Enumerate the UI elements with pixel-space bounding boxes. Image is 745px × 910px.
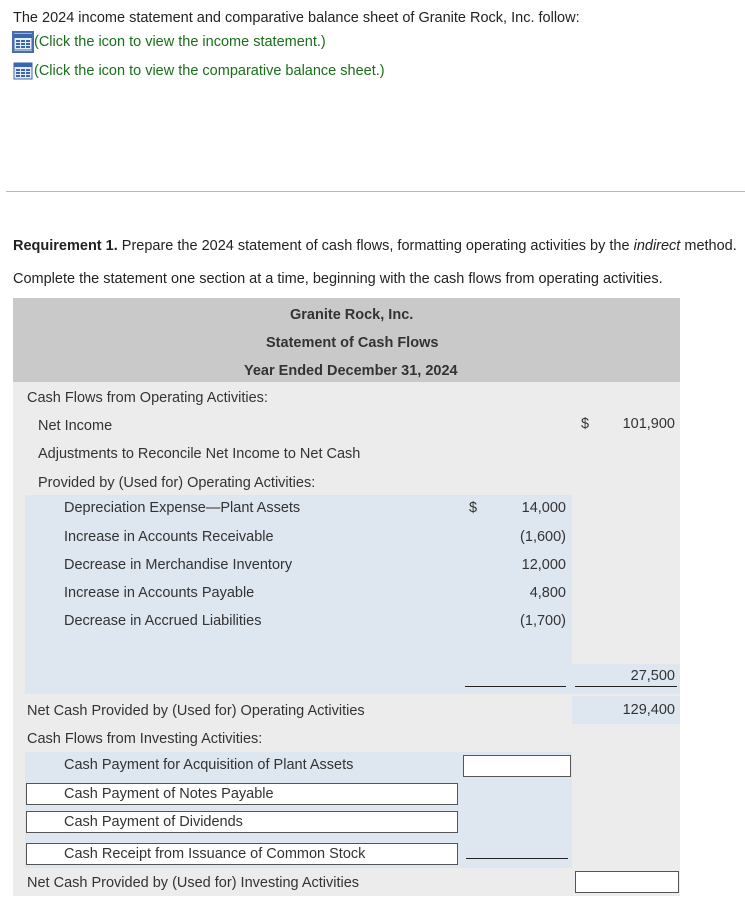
table-icon[interactable] [13, 61, 33, 81]
adjustment-value: 14,000 [521, 500, 566, 516]
statement-header [13, 298, 680, 382]
requirement-text-after: method. [680, 238, 737, 254]
adjustments-line2: Provided by (Used for) Operating Activities: [38, 475, 316, 491]
adjustment-label: Increase in Accounts Receivable [64, 529, 274, 545]
adjustment-label: Decrease in Merchandise Inventory [64, 557, 293, 573]
net-income-value: 101,900 [622, 416, 675, 432]
adjustment-label: Depreciation Expense—Plant Assets [64, 500, 301, 516]
statement-period: Year Ended December 31, 2024 [244, 363, 458, 379]
balance-sheet-link[interactable] [13, 61, 385, 81]
balance-sheet-link-text[interactable]: (Click the icon to view the comparative balance sheet.) [34, 63, 385, 79]
adjustment-value: 12,000 [521, 557, 566, 573]
requirement-text [13, 238, 737, 254]
adjustment-label: Decrease in Accrued Liabilities [64, 613, 262, 629]
adjustment-value: 4,800 [529, 585, 566, 601]
adjustment-value: (1,600) [520, 529, 566, 545]
plant-assets-amount-input[interactable] [463, 755, 571, 777]
operating-heading: Cash Flows from Operating Activities: [27, 390, 268, 406]
company-name: Granite Rock, Inc. [290, 307, 414, 323]
investing-item-label: Cash Payment of Dividends [64, 814, 243, 830]
net-income-label: Net Income [38, 418, 113, 434]
net-operating-value: 129,400 [622, 702, 675, 718]
investing-item-select[interactable] [26, 843, 458, 865]
investing-heading: Cash Flows from Investing Activities: [27, 731, 263, 747]
income-statement-link-text[interactable]: (Click the icon to view the income statement.) [34, 34, 326, 50]
intro-text: The 2024 income statement and comparative balance sheet of Granite Rock, Inc. follow: [13, 10, 580, 26]
investing-subtotal-rule [466, 858, 568, 859]
net-investing-input[interactable] [575, 871, 679, 893]
divider [6, 191, 745, 192]
statement-title: Statement of Cash Flows [266, 335, 439, 351]
investing-item-label: Cash Payment of Notes Payable [64, 786, 274, 802]
net-investing-label: Net Cash Provided by (Used for) Investing Activities [27, 875, 360, 891]
investing-item-select[interactable] [26, 811, 458, 833]
income-statement-link[interactable] [13, 32, 326, 52]
subtotal-rule [465, 686, 566, 687]
adjustment-label: Increase in Accounts Payable [64, 585, 255, 601]
investing-item-select[interactable] [26, 783, 458, 805]
net-income-dollar: $ [581, 416, 590, 432]
table-icon[interactable] [13, 32, 33, 52]
investing-item-label: Cash Receipt from Issuance of Common Stock [64, 846, 366, 862]
adjustment-value: (1,700) [520, 613, 566, 629]
requirement-label: Requirement 1. [13, 238, 118, 254]
net-operating-label: Net Cash Provided by (Used for) Operating Activities [27, 703, 365, 719]
adjustments-line1: Adjustments to Reconcile Net Income to Net Cash [38, 446, 361, 462]
requirement-text-before: Prepare the 2024 statement of cash flows, formatting operating activities by the [117, 238, 634, 254]
adjust-dollar: $ [469, 500, 478, 516]
adjust-total: 27,500 [630, 668, 675, 684]
total-rule [575, 686, 677, 687]
requirement-italic: indirect [633, 238, 681, 254]
instruction-text: Complete the statement one section at a time, beginning with the cash flows from operating activities. [13, 271, 663, 287]
investing-item-label: Cash Payment for Acquisition of Plant Assets [64, 757, 354, 773]
